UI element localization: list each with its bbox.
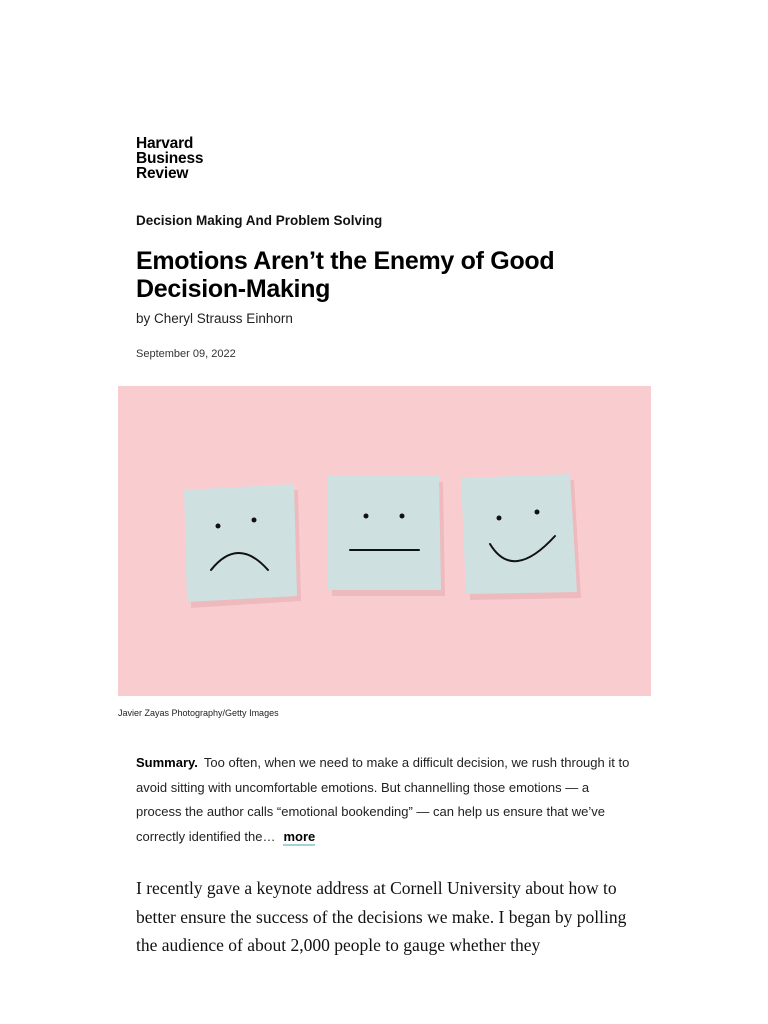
byline	[136, 311, 293, 326]
more-link[interactable]: more	[283, 828, 316, 844]
summary-text: Too often, when we need to make a difficult decision, we rush through it to avoid sitting with uncomfortable emotions. But channelling those emotions — a process the author calls “emotional bookending” — can help us ensure that we’ve correctly identified the…	[136, 755, 630, 844]
logo-line-3: Review	[136, 165, 189, 182]
logo-line-2: Business	[136, 150, 204, 167]
summary-block	[136, 751, 636, 849]
article-body-paragraph: I recently gave a keynote address at Cornell University about how to better ensure the success of the decisions we make. I began by polling the audience of about 2,000 people to gauge whether they	[136, 878, 627, 955]
image-caption: Javier Zayas Photography/Getty Images	[118, 708, 279, 718]
byline-prefix: by	[136, 311, 151, 326]
logo-line-1: Harvard	[136, 135, 194, 152]
author-link[interactable]: Cheryl Strauss Einhorn	[154, 311, 293, 326]
hbr-logo[interactable]	[136, 136, 256, 181]
hero-image	[118, 386, 651, 696]
article-title: Emotions Aren’t the Enemy of Good Decision-Making	[136, 247, 555, 303]
publish-date: September 09, 2022	[136, 348, 236, 360]
summary-label: Summary.	[136, 755, 198, 770]
sad-face-icon	[184, 484, 297, 602]
sticky-notes-illustration	[118, 386, 651, 696]
neutral-face-icon	[327, 476, 441, 590]
topic-link[interactable]: Decision Making And Problem Solving	[136, 213, 383, 228]
happy-face-icon	[461, 474, 577, 594]
